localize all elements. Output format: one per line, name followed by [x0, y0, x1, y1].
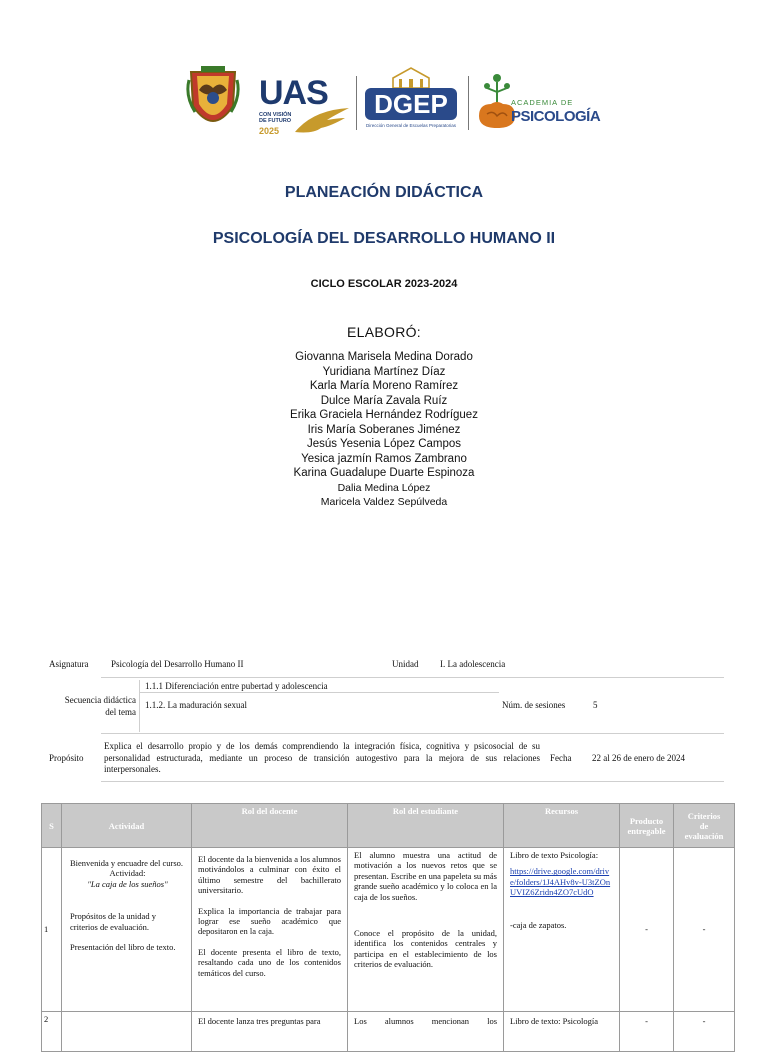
actividad-text: "La caja de los sueños"	[87, 878, 168, 889]
logo-strip	[185, 66, 601, 140]
docente-text: Explica la importancia de trabajar para lograr ese sueño académico que depositaron en la caja.	[198, 905, 341, 937]
col-header-criterios	[674, 804, 735, 848]
uas-logo	[259, 66, 351, 140]
subject-title: PSICOLOGÍA DEL DESARROLLO HUMANO II	[212, 230, 556, 247]
col-header-actividad: Actividad	[62, 804, 192, 848]
building-icon	[389, 66, 433, 90]
author-name: Karla María Moreno Ramírez	[309, 380, 459, 392]
eagle-wing-icon	[293, 106, 351, 136]
divider	[101, 781, 724, 782]
dgep-badge	[365, 88, 457, 120]
producto-cell: -	[620, 848, 674, 1012]
author-name: Giovanna Marisela Medina Dorado	[295, 351, 473, 363]
logo-divider	[356, 76, 357, 130]
estudiante-text: Conoce el propósito de la unidad, identifica los contenidos centrales y participa en el establecimiento de los criterios de evaluación.	[354, 928, 497, 970]
dgep-wordmark: DGEP	[374, 89, 448, 119]
secuencia-label	[56, 694, 136, 718]
author-name: Dulce María Zavala Ruíz	[320, 394, 448, 407]
producto-cell: -	[620, 1012, 674, 1052]
author-name: Yuridiana Martínez Díaz	[322, 365, 446, 378]
proposito-value: Explica el desarrollo propio y de los demás comprendiendo la integración física, cognitiva y psicosocial de su personalidad estructurada, mediante un proceso de transición autogestivo para la mejora de sus relaciones interpersonales.	[104, 741, 540, 774]
actividad-cell	[62, 1012, 192, 1052]
col-header-producto	[620, 804, 674, 848]
author-name: Maricela Valdez Sepúlveda	[320, 496, 448, 508]
docente-text: El docente da la bienvenida a los alumnos motivándolos a culminar con éxito el último semestre del bachillerato universitario.	[198, 854, 341, 896]
asignatura-label: Asignatura	[49, 659, 89, 669]
table-header-row	[42, 804, 735, 848]
actividad-text: Presentación del libro de texto.	[70, 942, 176, 953]
docente-text: El docente presenta el libro de texto, resaltando cada uno de los contenidos temáticos del curso.	[198, 946, 341, 978]
actividad-text: Actividad:	[109, 868, 146, 879]
recursos-text: Libro de texto Psicología:	[510, 850, 599, 860]
divider	[139, 692, 499, 693]
session-number: 2	[42, 1012, 62, 1052]
recursos-cell: Libro de texto: Psicología	[504, 1012, 620, 1052]
rol-docente-cell	[192, 848, 348, 1012]
proposito-label: Propósito	[49, 753, 84, 763]
secuencia-item: 1.1.2. La maduración sexual	[145, 700, 247, 710]
divider	[139, 680, 140, 732]
header-line: Producto	[629, 815, 664, 826]
session-number: 1	[42, 848, 62, 1012]
author-name: Dalia Medina López	[337, 481, 431, 494]
col-header-s: S	[42, 804, 62, 848]
unidad-label: Unidad	[392, 659, 419, 669]
table-row	[42, 848, 735, 1012]
rol-estudiante-cell: Los alumnos mencionan los	[348, 1012, 504, 1052]
elaboro-heading: ELABORÓ:	[347, 324, 421, 340]
actividad-text: Bienvenida y encuadre del curso.	[70, 858, 184, 868]
drive-link[interactable]: https://drive.google.com/drive/folders/1J4AHv8v-U3tZOnUVIZ6Zridn4ZO7cUdO	[510, 866, 611, 898]
estudiante-text: El alumno muestra una actitud de motivación a los nuevos retos que se presentan. Escribe en una papeleta su más grande sueño académico y lo coloca en la caja de los sueños.	[354, 850, 497, 902]
table-row	[42, 1012, 735, 1052]
criterios-cell: -	[674, 1012, 735, 1052]
asignatura-value: Psicología del Desarrollo Humano II	[111, 659, 244, 669]
author-name: Jesús Yesenia López Campos	[306, 438, 462, 450]
unidad-value: I. La adolescencia	[440, 659, 506, 669]
uas-wordmark: UAS	[259, 74, 328, 112]
col-header-rol-estudiante: Rol del estudiante	[348, 804, 504, 848]
academia-top-text: ACADEMIA DE	[511, 98, 574, 107]
academia-psicologia-logo	[475, 66, 601, 140]
uas-year: 2025	[259, 126, 280, 136]
author-name: Erika Graciela Hernández Rodríguez	[290, 409, 478, 421]
actividad-cell	[62, 848, 192, 1012]
header-line: Criterios	[687, 810, 721, 821]
author-name: Iris María Soberanes Jiménez	[307, 423, 461, 436]
fecha-label: Fecha	[550, 753, 572, 763]
rol-docente-cell: El docente lanza tres preguntas para	[192, 1012, 348, 1052]
sesiones-value: 5	[593, 700, 598, 710]
dgep-logo	[363, 66, 459, 140]
header-line: evaluación	[684, 830, 724, 841]
col-header-rol-docente: Rol del docente	[192, 804, 348, 848]
uas-tagline: CON VISIÓN DE FUTURO	[259, 112, 292, 124]
authors-list	[0, 350, 768, 510]
secuencia-label-line: Secuencia didáctica	[64, 695, 136, 705]
eagle-crest-logo	[185, 66, 241, 140]
recursos-cell	[504, 848, 620, 1012]
fecha-value: 22 al 26 de enero de 2024	[592, 753, 685, 763]
school-year: CICLO ESCOLAR 2023-2024	[310, 278, 458, 290]
criterios-cell: -	[674, 848, 735, 1012]
academia-main-text: PSICOLOGÍA	[511, 108, 601, 125]
author-name: Karina Guadalupe Duarte Espinoza	[293, 467, 475, 479]
divider	[101, 677, 724, 678]
planning-table	[41, 803, 735, 1052]
divider	[101, 733, 724, 734]
sesiones-label: Núm. de sesiones	[502, 700, 566, 710]
author-name: Yesica jazmín Ramos Zambrano	[301, 452, 467, 465]
page-title: PLANEACIÓN DIDÁCTICA	[284, 184, 484, 201]
header-line: entregable	[627, 825, 666, 836]
rol-estudiante-cell	[348, 848, 504, 1012]
recursos-text: -caja de zapatos.	[510, 919, 567, 930]
actividad-text: Propósitos de la unidad y criterios de evaluación.	[70, 911, 156, 932]
dgep-subtitle: Dirección General de Escuelas Preparatorias	[365, 123, 457, 128]
secuencia-item: 1.1.1 Diferenciación entre pubertad y adolescencia	[145, 681, 328, 691]
secuencia-label-line: del tema	[105, 707, 136, 717]
header-line: de	[699, 820, 709, 831]
logo-divider	[468, 76, 469, 130]
col-header-recursos: Recursos	[504, 804, 620, 848]
